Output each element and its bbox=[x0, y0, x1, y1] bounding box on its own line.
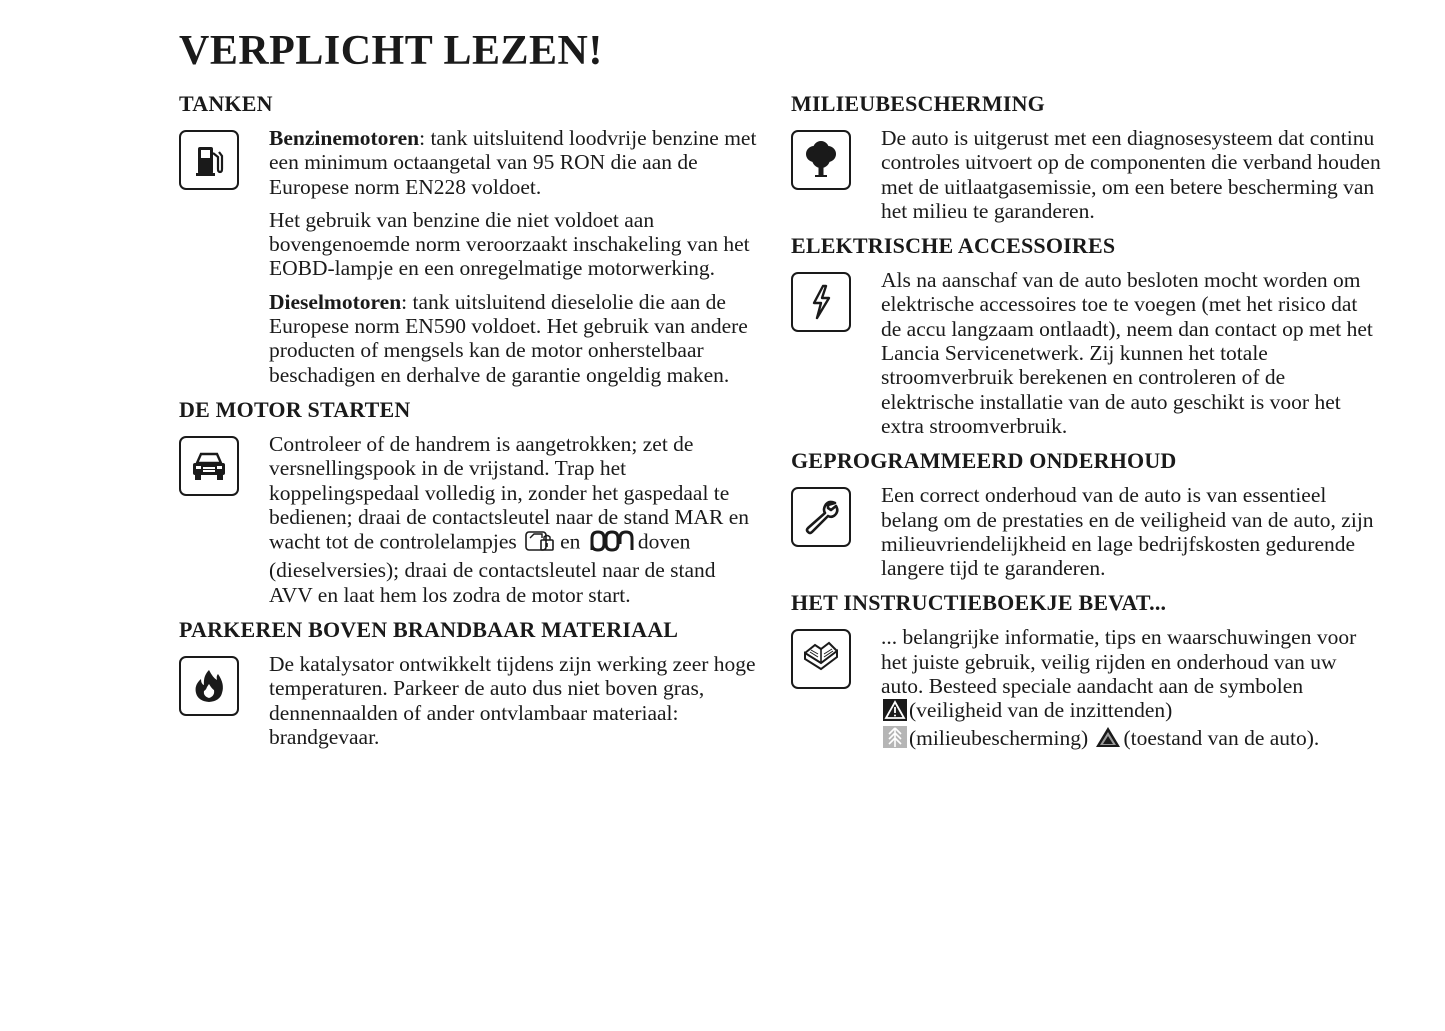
section-heading-milieu: MILIEUBESCHERMING bbox=[791, 91, 1045, 116]
diesel-term: Dieselmotoren bbox=[269, 289, 402, 314]
section-boekje bbox=[791, 625, 1381, 753]
milieu-paragraph: De auto is uitgerust met een diagnosesysteem dat continu controles uitvoert op de componenten die verband houden met de uitlaatgasemissie, om een betere bescherming van het milieu te garanderen. bbox=[881, 126, 1381, 223]
open-book-icon bbox=[791, 629, 851, 689]
benzine-text: : tank uitsluitend loodvrije benzine met een minimum octaangetal van 95 RON die aan de Europese norm EN228 voldoet. bbox=[269, 126, 757, 199]
section-heading-elektrisch: ELEKTRISCHE ACCESSOIRES bbox=[791, 233, 1116, 259]
section-heading-onderhoud: GEPROGRAMMEERD ONDERHOUD bbox=[791, 448, 1177, 474]
boekje-paragraph bbox=[881, 625, 1381, 753]
environment-protection-icon bbox=[883, 726, 907, 753]
boekje-text-d: (toestand van de auto). bbox=[1123, 726, 1320, 751]
section-heading-tanken: TANKEN bbox=[179, 91, 273, 116]
tanken-paragraph-diesel bbox=[269, 290, 759, 387]
elektrisch-paragraph: Als na aanschaf van de auto besloten mocht worden om elektrische accessoires toe te voegen (met het risico dat de accu langzaam ontlaadt), neem dan contact op met het Lancia Servicenetwerk. Zij kunnen het totale stroomverbruik berekenen en controleren of de elektrische installatie van de auto geschikt is voor het extra stroomverbruik. bbox=[881, 268, 1373, 438]
section-motor bbox=[179, 432, 759, 607]
vehicle-condition-warning-icon bbox=[1095, 726, 1121, 753]
onderhoud-paragraph: Een correct onderhoud van de auto is van essentieel belang om de prestaties en de veiligheid van de auto, zijn milieuvriendelijkheid en lage bedrijfskosten gedurende langere tijd te garanderen. bbox=[881, 483, 1374, 581]
motor-paragraph bbox=[269, 432, 759, 607]
motor-text-c: doven (dieselversies); draai de contactsleutel naar de stand AVV en laat hem los zodra de motor start. bbox=[269, 529, 716, 607]
lightning-icon bbox=[791, 272, 851, 332]
section-heading-parkeren: PARKEREN BOVEN BRANDBAAR MATERIAAL bbox=[179, 617, 679, 643]
motor-text-b: en bbox=[560, 529, 581, 554]
tree-icon bbox=[791, 130, 851, 190]
diesel-text: : tank uitsluitend dieselolie die aan de Europese norm EN590 voldoet. Het gebruik van andere producten of mengsels kan de motor onherstelbaar beschadigen en derhalve de garantie ongeldig maken. bbox=[269, 289, 748, 387]
left-column bbox=[179, 90, 759, 758]
glow-plug-icon bbox=[588, 530, 636, 557]
section-onderhoud bbox=[791, 483, 1381, 580]
section-heading-boekje: HET INSTRUCTIEBOEKJE BEVAT... bbox=[791, 590, 1167, 616]
boekje-text-b: (veiligheid van de inzittenden) bbox=[909, 698, 1173, 723]
occupant-safety-warning-icon bbox=[883, 699, 907, 726]
car-front-icon bbox=[179, 436, 239, 496]
section-tanken bbox=[179, 126, 759, 387]
boekje-text-c: (milieubescherming) bbox=[909, 726, 1089, 751]
wrench-icon bbox=[791, 487, 851, 547]
section-elektrisch bbox=[791, 268, 1381, 438]
parkeren-paragraph: De katalysator ontwikkelt tijdens zijn werking zeer hoge temperaturen. Parkeer de auto dus niet boven gras, dennennaalden of ander ontvlambaar materiaal: brandgevaar. bbox=[269, 652, 756, 749]
section-heading-motor: DE MOTOR STARTEN bbox=[179, 396, 411, 422]
right-column bbox=[791, 90, 1381, 763]
page-title: VERPLICHT LEZEN! bbox=[179, 28, 603, 74]
preheat-warning-icon bbox=[524, 529, 558, 558]
motor-text-a: Controleer of de handrem is aangetrokken; zet de versnellingspook in de vrijstand. Trap het koppelingspedaal volledig in, zonder het gaspedaal te bedienen; draai de contactsleutel naar de stand MAR en wacht tot de controlelampjes bbox=[269, 431, 749, 554]
tanken-paragraph-eobd: Het gebruik van benzine die niet voldoet aan bovengenoemde norm veroorzaakt inschakeling van het EOBD-lampje en een onregelmatige motorwerking. bbox=[269, 207, 750, 281]
fuel-pump-icon bbox=[179, 130, 239, 190]
flame-icon bbox=[179, 656, 239, 716]
tanken-paragraph-benzine bbox=[269, 126, 759, 199]
benzine-term: Benzinemotoren bbox=[269, 126, 420, 150]
section-milieu bbox=[791, 126, 1381, 223]
section-parkeren bbox=[179, 652, 759, 749]
boekje-text-a: ... belangrijke informatie, tips en waarschuwingen voor het juiste gebruik, veilig rijden en onderhoud van uw auto. Besteed speciale aandacht aan de symbolen bbox=[881, 625, 1357, 699]
